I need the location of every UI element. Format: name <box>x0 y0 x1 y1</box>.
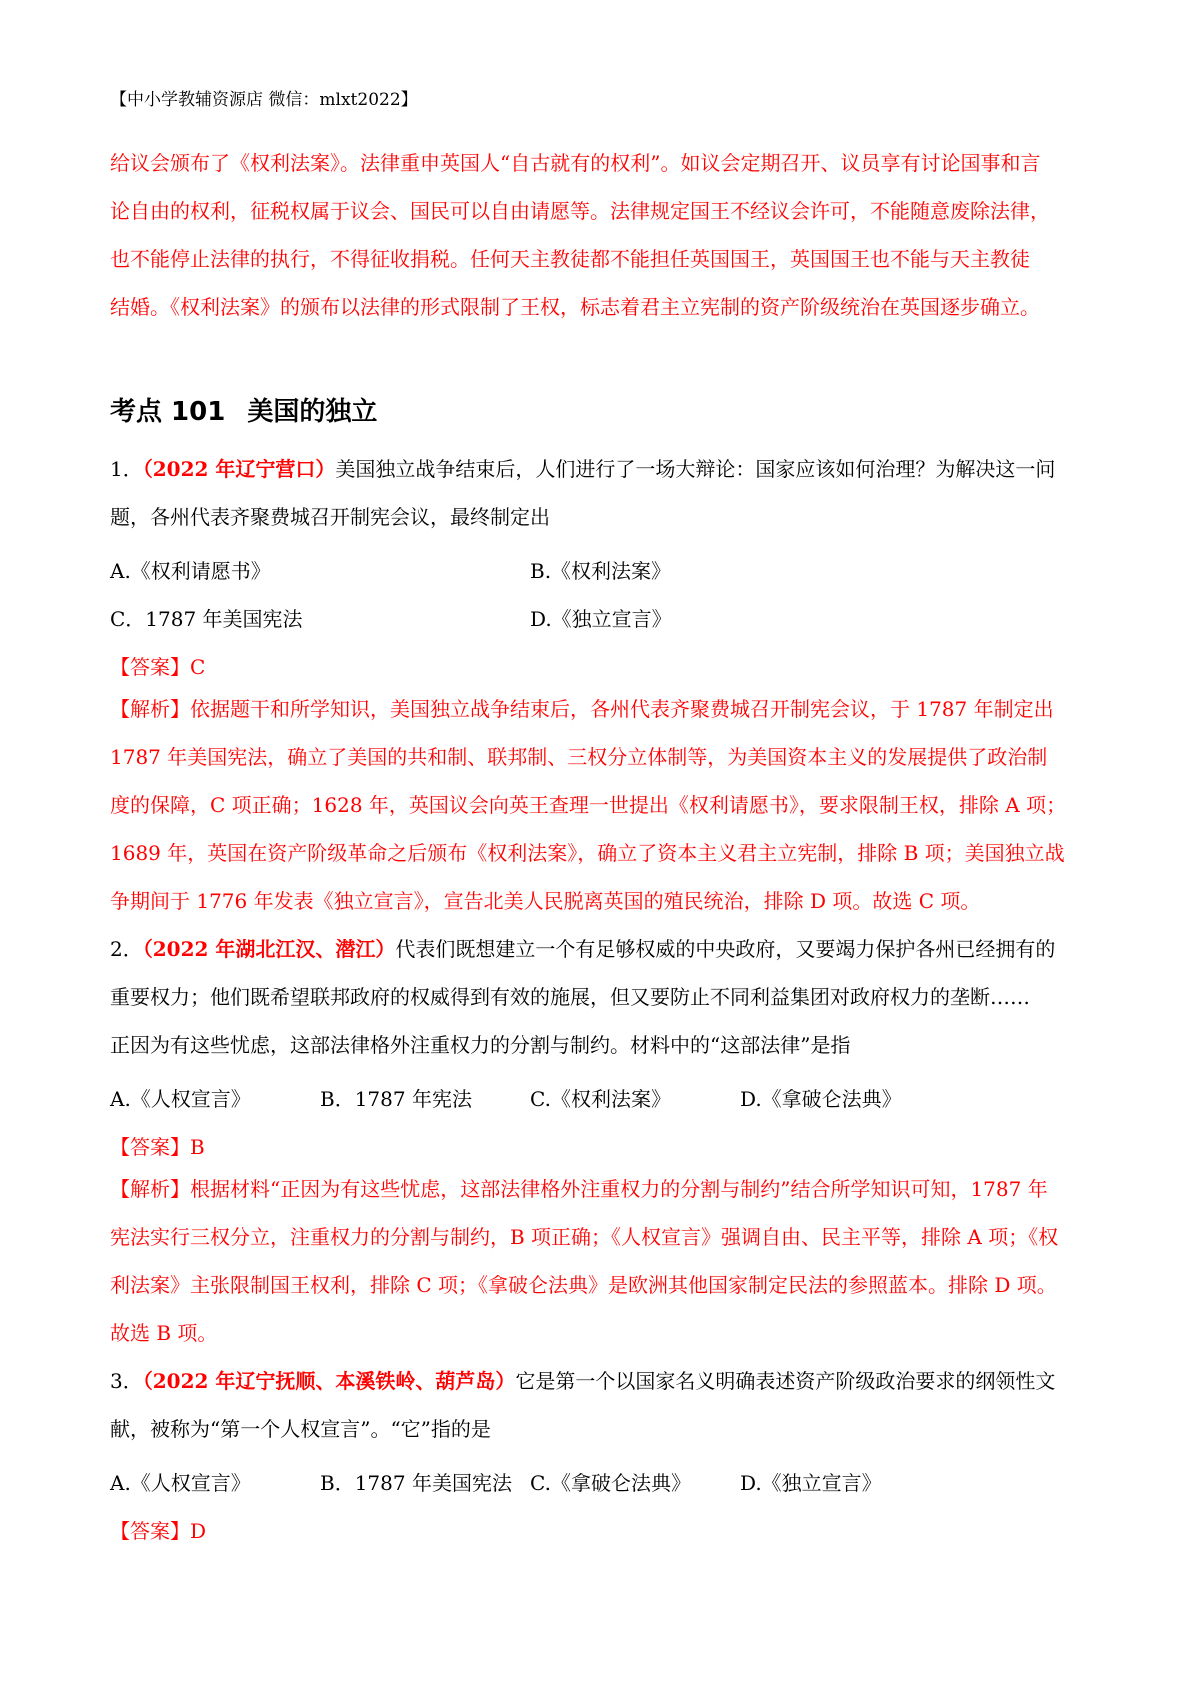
intro-line: 也不能停止法律的执行，不得征收捐税。任何天主教徒都不能担任英国国王，英国国王也不能与天主教徒 <box>110 247 1030 271</box>
option-d: D.《拿破仑法典》 <box>740 1087 902 1111</box>
answer-label: 【答案】B <box>110 1135 205 1159</box>
question-source: （2022 年辽宁营口） <box>142 457 336 481</box>
analysis-line: 利法案》主张限制国王权利，排除 C 项；《拿破仑法典》是欧洲其他国家制定民法的参照蓝本。排除 D 项。 <box>110 1273 1057 1297</box>
question-number: 2． <box>110 937 143 961</box>
analysis-line: 宪法实行三权分立，注重权力的分割与制约，B 项正确；《人权宣言》强调自由、民主平等，排除 A 项；《权 <box>110 1225 1059 1249</box>
answer-label: 【答案】C <box>110 655 206 679</box>
option-a: A.《权利请愿书》 <box>110 559 271 583</box>
section-name: 美国的独立 <box>247 397 378 427</box>
question-text: 重要权力；他们既希望联邦政府的权威得到有效的施展，但又要防止不同利益集团对政府权力的垄断…… <box>110 985 1030 1009</box>
question-number: 1． <box>110 457 143 481</box>
question-text: 正因为有这些忧虑，这部法律格外注重权力的分割与制约。材料中的“这部法律”是指 <box>110 1033 851 1057</box>
question-stem <box>110 925 1100 973</box>
page-header: 【中小学教辅资源店 微信：mlxt2022】 <box>110 90 418 110</box>
option-b: B．1787 年宪法 <box>320 1087 472 1111</box>
question-source: （2022 年湖北江汉、潜江） <box>142 937 396 961</box>
section-title <box>110 392 377 432</box>
question-text: 它是第一个以国家名义明确表述资产阶级政治要求的纲领性文 <box>515 1369 1056 1393</box>
question-stem <box>110 445 1100 493</box>
question-text: 题，各州代表齐聚费城召开制宪会议，最终制定出 <box>110 505 550 529</box>
answer-label: 【答案】D <box>110 1519 207 1543</box>
question-stem <box>110 1357 1100 1405</box>
intro-line: 结婚。《权利法案》的颁布以法律的形式限制了王权，标志着君主立宪制的资产阶级统治在英国逐步确立。 <box>110 295 1040 319</box>
analysis-line: 争期间于 1776 年发表《独立宣言》，宣告北美人民脱离英国的殖民统治，排除 D 项。故选 C 项。 <box>110 889 981 913</box>
analysis-line: 【解析】根据材料“正因为有这些忧虑，这部法律格外注重权力的分割与制约”结合所学知识可知，1787 年 <box>110 1177 1048 1201</box>
question-source: （2022 年辽宁抚顺、本溪铁岭、葫芦岛） <box>142 1369 516 1393</box>
option-b: B．1787 年美国宪法 <box>320 1471 512 1495</box>
analysis-line: 1689 年，英国在资产阶级革命之后颁布《权利法案》，确立了资本主义君主立宪制，排除 B 项；美国独立战 <box>110 841 1065 865</box>
question-text: 献，被称为“第一个人权宣言”。“它”指的是 <box>110 1417 491 1441</box>
option-d: D.《独立宣言》 <box>740 1471 882 1495</box>
intro-line: 论自由的权利，征税权属于议会、国民可以自由请愿等。法律规定国王不经议会许可，不能随意废除法律， <box>110 199 1050 223</box>
analysis-line: 故选 B 项。 <box>110 1321 218 1345</box>
option-c: C．1787 年美国宪法 <box>110 607 303 631</box>
question-number: 3． <box>110 1369 143 1393</box>
option-a: A.《人权宣言》 <box>110 1087 251 1111</box>
section-prefix: 考点 101 <box>110 397 226 427</box>
option-b: B.《权利法案》 <box>530 559 672 583</box>
question-text: 美国独立战争结束后，人们进行了一场大辩论：国家应该如何治理？为解决这一问 <box>335 457 1056 481</box>
option-d: D.《独立宣言》 <box>530 607 672 631</box>
intro-line: 给议会颁布了《权利法案》。法律重申英国人“自古就有的权利”。如议会定期召开、议员享有讨论国事和言 <box>110 151 1041 175</box>
option-a: A.《人权宣言》 <box>110 1471 251 1495</box>
option-c: C.《权利法案》 <box>530 1087 671 1111</box>
option-c: C.《拿破仑法典》 <box>530 1471 691 1495</box>
analysis-line: 1787 年美国宪法，确立了美国的共和制、联邦制、三权分立体制等，为美国资本主义的发展提供了政治制 <box>110 745 1048 769</box>
question-text: 代表们既想建立一个有足够权威的中央政府，又要竭力保护各州已经拥有的 <box>395 937 1056 961</box>
analysis-line: 度的保障，C 项正确；1628 年，英国议会向英王查理一世提出《权利请愿书》，要求限制王权，排除 A 项； <box>110 793 1067 817</box>
analysis-line: 【解析】依据题干和所学知识，美国独立战争结束后，各州代表齐聚费城召开制宪会议，于 1787 年制定出 <box>110 697 1054 721</box>
